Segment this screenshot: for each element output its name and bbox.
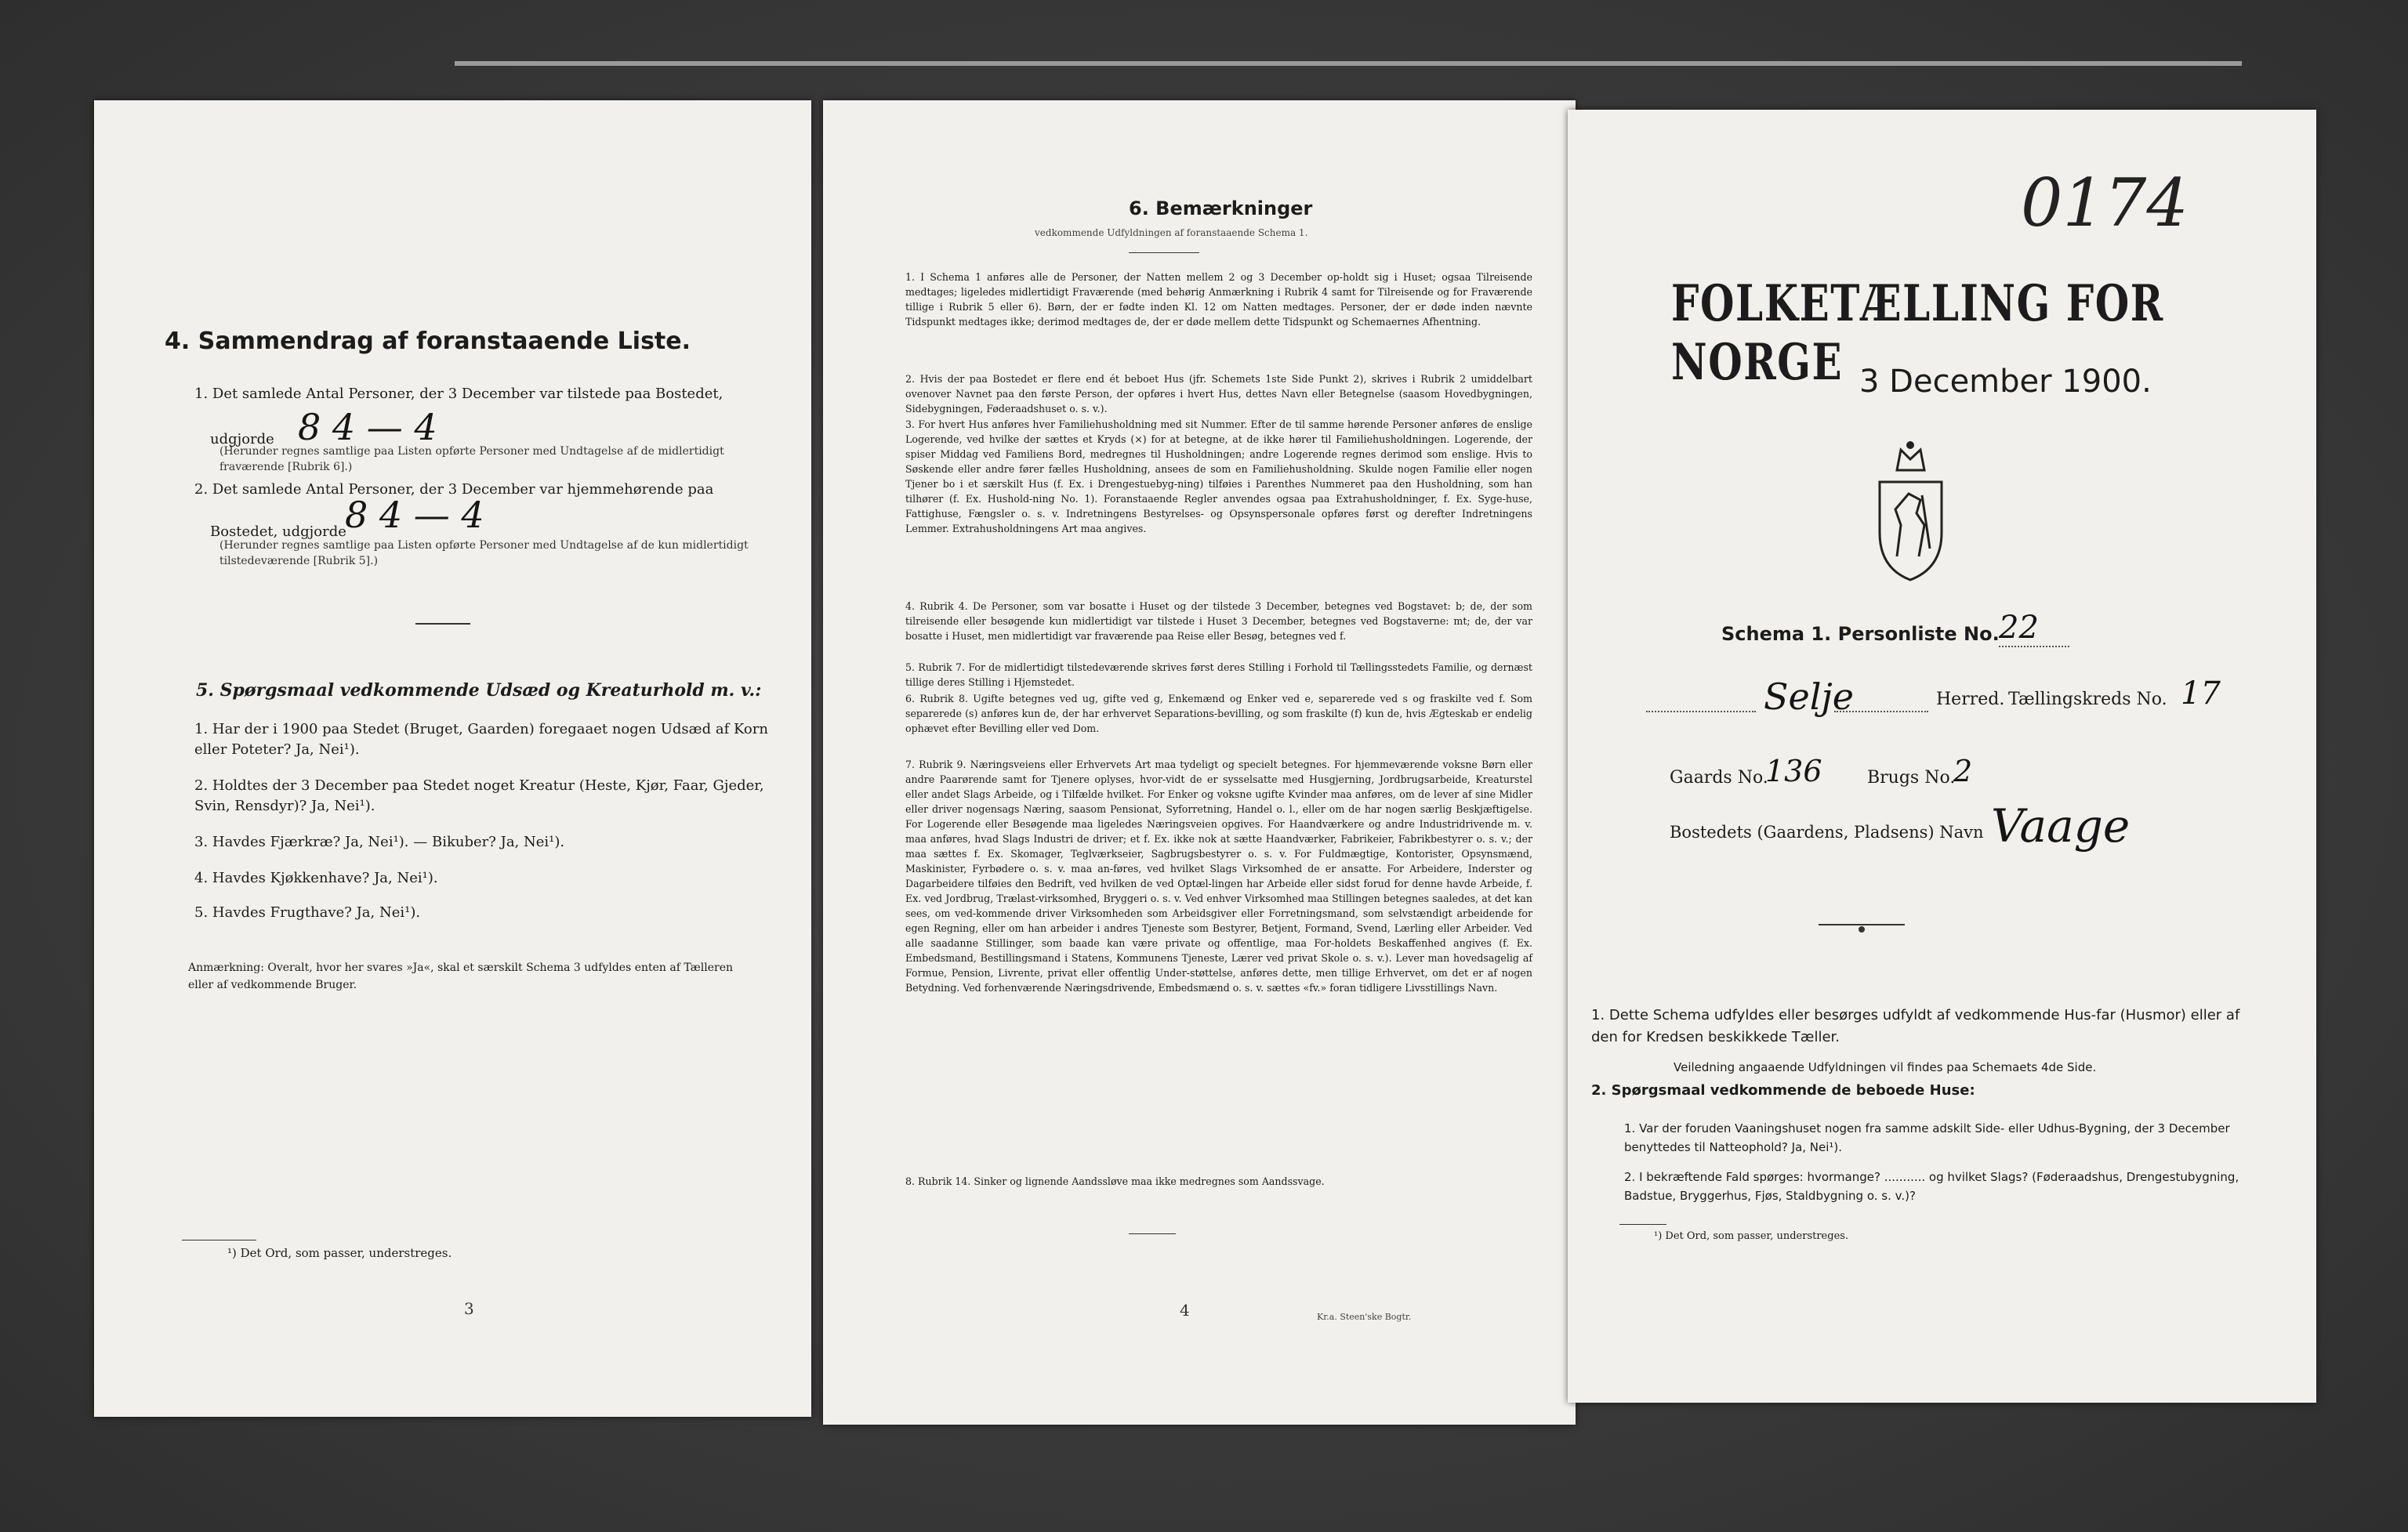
section4-title: 4. Sammendrag af foranstaaende Liste. [165,328,691,355]
kreds-value: 17 [2181,675,2221,712]
bosted-value: Vaage [1991,799,2131,853]
question-5: 5. Havdes Frugthave? Ja, Nei¹). [194,904,421,921]
census-date: 3 December 1900. [1859,364,2152,400]
gaards-label: Gaards No. [1670,768,1768,788]
remark-7: 7. Rubrik 9. Næringsveiens eller Erhvervets Art maa tydeligt og specielt betegnes. For hjemmeværende voksne Børn eller andre Paarørende samt for Tjenere oplyses, hvor-vidt de er sysselsatte med Husgjerning, Jordbrugsarbeide, Kreaturstel eller andet Slags Arbeide, og i Tilfælde hvilket. For Enker og voksne ugifte Kvinder maa anføres, om de lever af sine Midler eller driver nogensags Næring, saasom Pensionat, Syforretning, Handel o. l., eller om de har nogen særlig Beskjæftigelse. For Logerende eller Besøgende maa ligeledes Næringsveien opgives. For Haandværkere og andre Industridrivende m. v. maa anføres, hvad Slags Industri de driver; et f. Ex. ikke nok at sætte Haandværker, Fabrikeier, Fabrikbestyrer o. s. v.; der maa sættes f. Ex. Skomager, Teglværkseier, Sagbrugsbestyrer o. s. v. For Fuldmægtige, Kontorister, Opsynsmænd, Maskinister, Fyrbødere o. s. v. maa an-føres, ved hvilket Slags Virksomhed de er ansatte. For Arbeidere, Inderster og Dagarbeidere tilføies den Bedrift, ved hvilken de ved Optæl-lingen har Arbeide eller sidst forud for denne havde Arbeide, f. Ex. ved Jordbrug, Trælast-virksomhed, Bryggeri o. s. v. Ved enhver Virksomhed maa Stillingen betegnes saaledes, at det kan sees, om ved-kommende driver Virksomheden som Arbeidsgiver eller Forretningsmand, som selvstændigt arbeidende for egen Regning, eller om han arbeider i andres Tjeneste som Bestyrer, Betjent, Formand, Svend, Lærling eller Arbeider. Ved alle saadanne Stillinger, som baade kan være private og offentlige, maa For-holdets Beskaffenhed angives (f. Ex. Embedsmand, Bestillingsmand i Statens, Kommunens Tjeneste, Lærer ved privat Skole o. s. v.). Lever man hovedsagelig af Formue, Pension, Livrente, privat eller offentlig Under-støttelse, anføres dette, men tillige Erhvervet, om det er af nogen Betydning. Ved forhenværende Næringsdrivende, Embedsmænd o. s. v. sættes «fv.» foran tidligere Livsstillings Navn. [905,759,1532,994]
question-4: 4. Havdes Kjøkkenhave? Ja, Nei¹). [194,870,438,886]
schema-label: Schema 1. Personliste No. [1721,623,2000,645]
page-number: 4 [1180,1301,1190,1320]
divider [1129,1233,1176,1234]
page-number: 3 [464,1299,474,1318]
bosted-label: Bostedets (Gaardens, Pladsens) Navn [1670,823,1984,842]
remark-4: 4. Rubrik 4. De Personer, som var bosatte i Huset og der tilstede 3 December, betegnes ved Bogstavet: b; de, der som tilreisende eller besøgende kun midlertidigt var tilstede i Huset 3 December, betegnes ved Bogstaverne: mt; de, der var bosatte i Huset, men midlertidigt var fraværende paa Reise eller Besøg, betegnes ved f. [905,600,1532,642]
item2-text: 2. Det samlede Antal Personer, der 3 December var hjemmehørende paa [194,481,714,498]
brugs-label: Brugs No. [1867,768,1956,788]
question-1: 1. Har der i 1900 paa Stedet (Bruget, Gaarden) foregaaet nogen Udsæd af Korn eller Poteter? Ja, Nei¹). [194,721,768,758]
census-title: FOLKETÆLLING FOR NORGE [1671,274,2164,392]
gaards-value: 136 [1765,754,1822,788]
ornament-icon [1819,915,1905,937]
herred-value: Selje [1764,675,1854,718]
coat-of-arms-icon [1873,439,1948,584]
instruction-1-note: Veiledning angaaende Udfyldningen vil findes paa Schemaets 4de Side. [1674,1060,2097,1074]
remark-6: 6. Rubrik 8. Ugifte betegnes ved ug, gifte ved g, Enkemænd og Enker ved e, separerede ved s og fraskilte ved f. Som separerede (s) anføres kun de, der har erhvervet Separations-bevilling, og som fraskilte (f) kun de, hvis Ægteskab er endelig ophævet efter Bevilling eller ved Dom. [905,693,1532,734]
remark-2: 2. Hvis der paa Bostedet er flere end ét beboet Hus (jfr. Schemets 1ste Side Punkt 2), skrives i Rubrik 2 umiddelbart ovenover Navnet paa den første Person, der opføres i hvert Hus, dettes Navn eller Betegnelse (saasom Hovedbygningen, Sidebygningen, Føderaadshuset o. s. v.). [905,373,1532,415]
archive-stamp-number: 0174 [2021,165,2189,241]
kreds-label: Tællingskreds No. [2008,690,2167,709]
instruction-2: 2. Spørgsmaal vedkommende de beboede Huse: [1591,1082,1975,1099]
instruction-2-2: 2. I bekræftende Fald spørges: hvormange? ........... og hvilket Slags? (Føderaadshus, Drengestubygning, Badstue, Bryggerhus, Fjøs, Staldbygning o. s. v.)? [1624,1170,2239,1203]
item2-note: (Herunder regnes samtlige paa Listen opførte Personer med Undtagelse af de kun midlertidigt tilstedeværende [Rubrik 5].) [219,539,749,567]
printer-mark: Kr.a. Steen'ske Bogtr. [1317,1312,1412,1322]
footnote: ¹) Det Ord, som passer, understreges. [227,1246,452,1260]
section5-title: 5. Spørgsmaal vedkommende Udsæd og Kreaturhold m. v.: [196,680,762,701]
divider [415,623,470,625]
anmerkning-note: Anmærkning: Overalt, hvor her svares »Ja«, skal et særskilt Schema 3 udfyldes enten af Tælleren eller af vedkommende Bruger. [188,962,734,991]
brugs-value: 2 [1953,754,1973,788]
fill-line [1834,709,1928,712]
remarks-title: 6. Bemærkninger [1129,197,1313,219]
footnote: ¹) Det Ord, som passer, understreges. [1654,1230,1849,1242]
item1-handwritten: 8 4 — 4 [298,406,437,448]
question-3: 3. Havdes Fjærkræ? Ja, Nei¹). — Bikuber? Ja, Nei¹). [194,834,565,850]
binder-edge [455,61,2242,66]
remarks-subtitle: vedkommende Udfyldningen af foranstaaende Schema 1. [1035,227,1308,238]
fill-line [1999,644,2069,647]
item1-label: udgjorde [210,431,274,447]
remark-3: 3. For hvert Hus anføres hver Familiehusholdning med sit Nummer. Efter de til samme hørende Personer anføres de enslige Logerende, ved hvilke der sættes et Kryds (×) for at betegne, at de ikke hører til Familiehusholdningen. Logerende, der spiser Middag ved Familiens Bord, medregnes til Husholdningen; andre Logerende regnes derimod som enslige. Hvis to Søskende eller andre fører fælles Husholdning, ansees de som en Familiehusholdning. Skulde nogen Familie eller nogen Tjener bo i et særskilt Hus (f. Ex. i Drengestuebyg-ning) tilføies i Parenthes Nummeret paa den Husholdning, som han tilhører (f. Ex. Hushold-ning No. 1). Foranstaaende Regler anvendes ogsaa paa Extrahusholdninger, f. Ex. Syge-huse, Fattighuse, Fængsler o. s. v. Indretningens Bestyrelses- og Opsynspersonale opføres først og derefter Indretningens Lemmer. Extrahusholdningens Art maa angives. [905,418,1532,534]
remark-8: 8. Rubrik 14. Sinker og lignende Aandssløve maa ikke medregnes som Aandssvage. [905,1175,1325,1187]
herred-label: Herred. [1936,690,2005,709]
item1-note: (Herunder regnes samtlige paa Listen opførte Personer med Undtagelse af de midlertidigt fraværende [Rubrik 6].) [219,445,724,473]
instruction-1: 1. Dette Schema udfyldes eller besørges udfyldt af vedkommende Hus-far (Husmor) eller af den for Kredsen beskikkede Tæller. [1591,1007,2240,1045]
remark-1: 1. I Schema 1 anføres alle de Personer, der Natten mellem 2 og 3 December op-holdt sig i Huset; ogsaa Tilreisende medtages; ligeledes midlertidigt Fraværende (med behørig Anmærkning i Rubrik 4 samt for Tilreisende og for Fraværende tillige i Rubrik 5 eller 6). Børn, der er fødte inden Kl. 12 om Natten medtages. Personer, der er døde inden nævnte Tidspunkt medtages ikke; derimod medtages de, der er døde mellem dette Tidspunkt og Schemaernes Afhentning. [905,271,1532,328]
remark-5: 5. Rubrik 7. For de midlertidigt tilstedeværende skrives først deres Stilling i Forhold til Tællingsstedets Familie, og dernæst tillige deres Stilling i Hjemstedet. [905,661,1532,688]
divider [1129,252,1199,253]
footnote-rule [1619,1224,1666,1225]
fill-line [1646,709,1756,712]
item2-label: Bostedet, udgjorde [210,523,346,540]
schema-number: 22 [1999,610,2039,646]
item1-text: 1. Det samlede Antal Personer, der 3 December var tilstede paa Bostedet, [194,386,723,402]
instruction-2-1: 1. Var der foruden Vaaningshuset nogen fra samme adskilt Side- eller Udhus-Bygning, der 3 December benyttedes til Natteophold? Ja, Nei¹). [1624,1121,2230,1154]
question-2: 2. Holdtes der 3 December paa Stedet noget Kreatur (Heste, Kjør, Faar, Gjeder, Svin, Rensdyr)? Ja, Nei¹). [194,777,764,814]
item2-handwritten: 8 4 — 4 [345,494,484,536]
